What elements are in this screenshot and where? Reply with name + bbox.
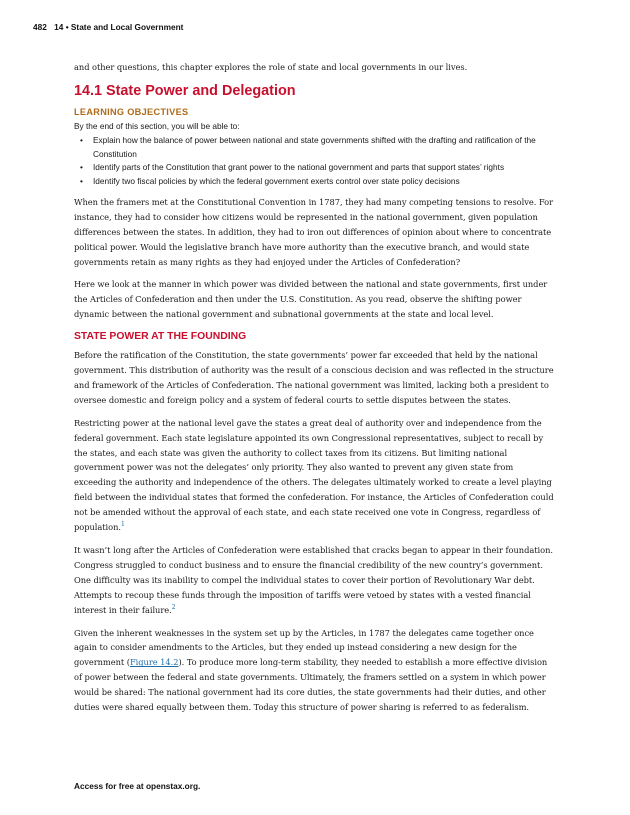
paragraph-text: ). To produce more long-term stability, they needed to establish a more effective division of power between the federal and state governments. Ultimately, the framers settled on a system in which power would be shared: The national government had its core duties, the state governments had their duties, and other duties were shared equally between them. Today this structure of power sharing is referred to as federalism. [74,657,548,713]
running-header [33,22,183,32]
paragraph: When the framers met at the Constitutional Convention in 1787, they had many competing tensions to resolve. For instance, they had to consider how citizens would be represented in the national government, given population differences between the states. In addition, they had to iron out differences of opinion about where to concentrate political power. Would the legislative branch have more authority than the executive branch, and would state governments retain as many rights as they had enjoyed under the Articles of Confederation? [74,196,554,267]
paragraph [74,543,556,618]
paragraph-text: Restricting power at the national level gave the states a great deal of authority over and independence from the federal government. Each state legislature appointed its own Congressional representatives, subject to recall by the states, and each state was given the authority to collect taxes from its citizens. But limiting national government power was not the delegates’ only priority. They also wanted to prevent any given state from exceeding the authority and independence of the others. The delegates ultimately worked to create a level playing field between the individual states that formed the confederation. For instance, the Articles of Confederation could not be amended without the approval of each state, and each state received one vote in Congress, regardless of population. [74,417,554,533]
footnote-ref-1[interactable]: 1 [120,521,125,529]
chapter-title: 14 • State and Local Government [54,22,184,32]
page-content [74,60,556,723]
page-number: 482 [33,22,47,32]
paragraph [74,626,556,715]
paragraph: Here we look at the manner in which power was divided between the national and state governments, first under the Articles of Confederation and then under the U.S. Constitution. As you read, observe the shifting power dynamic between the national government and subnational governments at the state and local level. [74,279,548,320]
learning-objectives-intro: By the end of this section, you will be able to: [74,120,240,131]
learning-objectives [74,106,556,189]
paragraph [74,416,556,535]
footnote-ref-2[interactable]: 2 [171,603,176,611]
subsection-title: STATE POWER AT THE FOUNDING [74,331,247,343]
paragraph: Before the ratification of the Constitution, the state governments’ power far exceeded that held by the national government. This distribution of authority was the result of a conscious decision and was reflected in the structure and framework of the Articles of Confederation. The national government was limited, lacking both a president to oversee domestic and foreign policy and a system of federal courts to settle disputes between the states. [74,350,554,405]
learning-objective-item: • Identify parts of the Constitution that grant power to the national government and parts that support states’ rights [74,161,556,175]
section-title: 14.1 State Power and Delegation [74,82,296,99]
page-footer: Access for free at openstax.org. [74,781,201,791]
paragraph-text: Given the inherent weaknesses in the system set up by the Articles, in 1787 the delegates came together once again to consider amendments to the Articles, but they ended up instead considering a new design for the government ( [74,627,534,668]
learning-objectives-list [74,134,556,189]
learning-objective-item: • Identify two fiscal policies by which the federal government exerts control over state policy decisions [74,175,556,189]
paragraph-text: It wasn’t long after the Articles of Confederation were established that cracks began to appear in their foundation. Congress struggled to conduct business and to ensure the financial credibility of the new country’s government. One difficulty was its inability to compel the individual states to cover their portion of Revolutionary War debt. Attempts to recoup these funds through the imposition of tariffs were vetoed by states with a vested financial interest in their failure. [74,545,553,615]
learning-objective-item: • Explain how the balance of power between national and state governments shifted with the drafting and ratification of the Constitution [74,134,556,162]
intro-fragment: and other questions, this chapter explores the role of state and local governments in our lives. [74,62,468,72]
learning-objectives-heading: LEARNING OBJECTIVES [74,106,189,117]
figure-link[interactable]: Figure 14.2 [129,657,179,668]
